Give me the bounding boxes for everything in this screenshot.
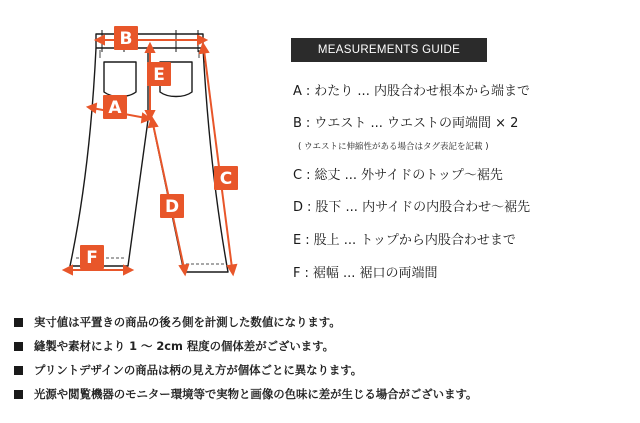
guide-key: F xyxy=(293,266,301,281)
guide-key: D xyxy=(293,200,304,215)
label-a xyxy=(103,95,127,119)
bullet-square-icon xyxy=(14,390,23,399)
guide-text: 裾幅 ... 裾口の両端間 xyxy=(312,266,438,281)
pants-diagram xyxy=(0,0,280,300)
note-text: 実寸値は平置きの商品の後ろ側を計測した数値になります。 xyxy=(34,315,341,329)
note-text: 光源や閲覧機器のモニター環境等で実物と画像の色味に差が生じる場合がございます。 xyxy=(34,387,478,401)
guide-sep: : xyxy=(306,168,311,183)
label-a-text: A xyxy=(108,98,122,118)
label-d xyxy=(160,194,184,218)
guide-sep: : xyxy=(305,233,310,248)
guide-sep: : xyxy=(305,84,311,99)
label-c-text: C xyxy=(219,169,233,189)
guide-text: 股上 ... トップから内股合わせまで xyxy=(313,233,516,248)
note-item xyxy=(14,337,334,355)
label-f-text: F xyxy=(86,248,98,268)
guide-text: 総丈 ... 外サイドのトップ～裾先 xyxy=(314,168,503,183)
guide-key: A xyxy=(293,84,302,99)
guide-item-c xyxy=(293,164,503,183)
label-b xyxy=(114,26,138,50)
guide-text: わたり ... 内股合わせ根本から端まで xyxy=(314,84,530,99)
guide-sep: : xyxy=(304,266,309,281)
note-item xyxy=(14,313,341,331)
guide-header: MEASUREMENTS GUIDE xyxy=(291,38,487,62)
note-item xyxy=(14,385,477,403)
bullet-square-icon xyxy=(14,342,23,351)
guide-item-d xyxy=(293,196,530,215)
note-text: プリントデザインの商品は柄の見え方が個体ごとに異なります。 xyxy=(34,363,363,377)
guide-sep: : xyxy=(307,200,312,215)
guide-item-e xyxy=(293,229,516,248)
guide-key: B xyxy=(293,116,302,131)
guide-item-a xyxy=(293,80,530,99)
guide-item-b xyxy=(293,112,518,131)
guide-item-f xyxy=(293,262,438,281)
label-c xyxy=(214,166,238,190)
label-e-text: E xyxy=(153,65,165,85)
note-text: 縫製や素材により 1 ～ 2cm 程度の個体差がございます。 xyxy=(34,339,335,353)
bullet-square-icon xyxy=(14,318,23,327)
guide-key: E xyxy=(293,233,302,248)
guide-sep: : xyxy=(305,116,311,131)
label-b-text: B xyxy=(119,29,133,49)
note-item xyxy=(14,361,362,379)
guide-key: C xyxy=(293,168,303,183)
label-d-text: D xyxy=(164,197,180,217)
bullet-square-icon xyxy=(14,366,23,375)
guide-text: 股下 ... 内サイドの内股合わせ～裾先 xyxy=(315,200,531,215)
guide-text: ウエスト ... ウエストの両端間 × 2 xyxy=(314,116,519,131)
waist-note: ( ウエストに伸縮性がある場合はタグ表記を記載 ) xyxy=(298,142,489,152)
label-f xyxy=(80,245,104,269)
label-e xyxy=(147,62,171,86)
